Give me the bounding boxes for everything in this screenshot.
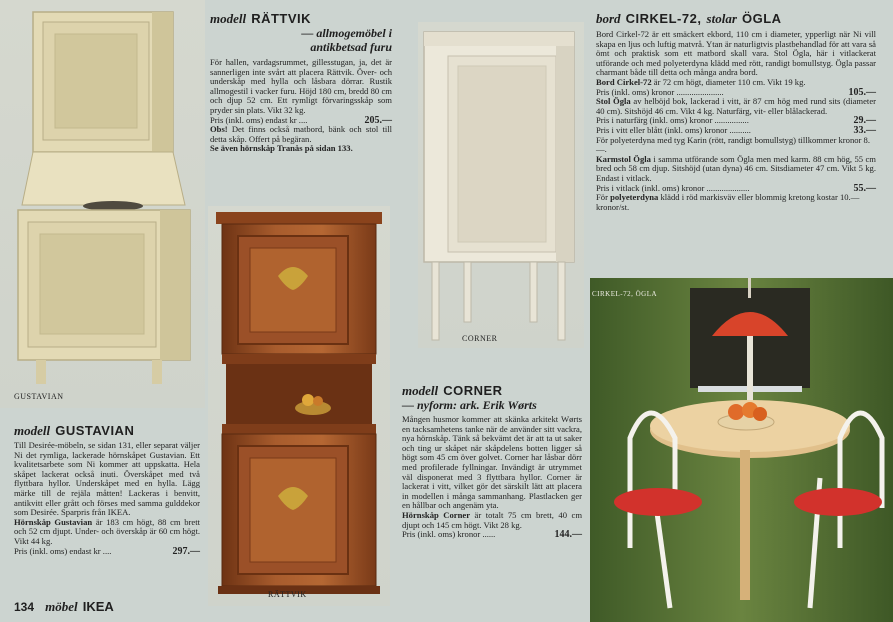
gustavian-model-label: modell	[14, 423, 51, 438]
ogla-extra-rest: klädd i röd markisväv eller blommig kretong kostar 10.— kronor/st.	[596, 192, 860, 212]
corner-section	[402, 382, 582, 540]
ogla-chair-spec-text: av helböjd bok, lackerad i vitt, är 87 cm hög med rund sits (diameter 40 cm). Sitshöjd 46 cm. Vikt 4 kg. Naturfärg, vit- eller blålackerad.	[596, 96, 876, 116]
brand-italic: möbel	[45, 599, 78, 614]
corner-subtitle: — nyform: ark. Erik Wørts	[402, 398, 537, 412]
gustavian-spec-label: Hörnskåp Gustavian	[14, 516, 93, 527]
gustavian-spec-text: är 183 cm högt, 88 cm brett och 52 cm djupt. Under- och överskåp är 60 cm högt. Vikt 44 kg.	[14, 516, 201, 546]
cirkel-photo	[590, 278, 893, 622]
corner-spec-label: Hörnskåp Corner	[402, 509, 471, 520]
cirkel-stolar-label: stolar	[706, 11, 737, 26]
rattvik-price-label: Pris (inkl. oms) endast kr ....	[210, 114, 308, 125]
rattvik-note-text: Det finns också matbord, bänk och stol till detta skåp. Offert på begäran.	[210, 124, 392, 144]
ogla-armchair-spec	[596, 155, 876, 184]
gustavian-price-row	[14, 547, 200, 557]
cirkel-table-price-label: Pris (inkl. oms) kronor ......................	[596, 86, 724, 97]
rattvik-title: RÄTTVIK	[251, 11, 312, 26]
rattvik-section	[210, 10, 392, 154]
gustavian-spec	[14, 518, 200, 547]
corner-photo	[418, 22, 584, 348]
ogla-chair-label: Stol Ögla	[596, 96, 631, 107]
ogla-price-natural: 29.—	[853, 115, 876, 127]
ogla-extra-bold: polyeterdyna	[610, 192, 659, 203]
corner-price: 144.—	[554, 529, 582, 541]
rattvik-note-label: Obs!	[210, 124, 228, 135]
cirkel-body: Bord Cirkel-72 är ett smäckert ekbord, 110 cm i diameter, ypperligt när Ni vill skapa en ljus och luftig matvrå. Ytan är naturligtvis plastbehandlad för att vara så ömt och praktisk som ett matbord skall vara. Stol Ögla, här i vitlackerat utförande och med polyeterdyna klädd med rött, randigt bomullstyg. Ögla passar charmant både till detta och många andra bord.	[596, 29, 876, 78]
corner-model-label: modell	[402, 383, 439, 398]
ogla-price-natural-label: Pris i naturfärg (inkl. oms) kronor ................	[596, 115, 749, 126]
corner-price-row	[402, 530, 582, 540]
ogla-chair-spec	[596, 97, 876, 116]
ogla-price-white-label: Pris i vitt eller blått (inkl. oms) kronor ..........	[596, 124, 751, 135]
corner-body: Mången husmor kommer att skänka arkitekt Wørts en tacksamhetens tanke när de använder sitt vackra, nya hörnskåp. Tänk så bekvämt det är att ta ut saker och ting ur skåpet när skåpdelens botten ligger så högt som 45 cm över golvet. Corner har låsbar dörr med profilerade fyllningar. Invändigt är utrymmet väl disponerat med 3 flyttbara hyllor. Corner är lackerat i vitt, vilket gör det särskilt lätt att placera in modellen i många sammanhang. Plastlacken ger en hållbar och angenäm yta.	[402, 414, 582, 511]
page-footer	[14, 598, 114, 615]
ogla-cushion-text: För polyeterdyna med tyg Karin (rött, randigt bomullstyg) tillkommer kronor 8.—.	[596, 134, 870, 155]
rattvik-photo	[208, 206, 390, 606]
gustavian-body: Till Desirée-möbeln, se sidan 131, eller separat väljer Ni det rymliga, lackerade hörnskåpet Gustavian. Ett kvalitetsarbete som Ni kommer att uppskatta. Hela skåpet lackerat också inuti. Överskåpet med två flyttbara hyllor. Underskåpet med en hylla. Lägg märke till de rejäla måtten! Lackeras i benvitt, antikvitt eller grått och förses med samma gulddekor som Desirée. Sparpris från IKEA.	[14, 440, 200, 518]
ogla-armchair-spec-text: i samma utförande som Ögla men med karm. 88 cm hög, 55 cm bred och 58 cm djup. Sitshöjd (utan dyna) 46 cm. Sitsdiameter 47 cm. Vikt 5 kg. Endast i vitlack.	[596, 153, 876, 183]
corner-price-label: Pris (inkl. oms) kronor ......	[402, 529, 496, 540]
gustavian-photo-caption: GUSTAVIAN	[14, 392, 64, 401]
ogla-extra-pre: För	[596, 192, 608, 203]
rattvik-body: För hallen, vardagsrummet, gillesstugan, ja, det är sannerligen inte svårt att placera Rättvik. Över- och underskåp med hylla och låsbara dörrar. Rustik allmogestil i vacker furu. Höjd 180 cm, bredd 80 cm och djup 52 cm. Ett rymligt förvaringsskåp som pryder sin plats. Vikt 32 kg.	[210, 57, 392, 115]
rattvik-subtitle-1: — allmogemöbel i	[301, 26, 392, 40]
rattvik-cabinet-illustration	[208, 206, 390, 606]
gustavian-title: GUSTAVIAN	[55, 423, 135, 438]
rattvik-photo-caption: RÄTTVIK	[268, 590, 307, 599]
cirkel-photo-caption: CIRKEL-72, ÖGLA	[592, 290, 658, 298]
cirkel-table-price: 105.—	[848, 86, 876, 98]
brand-name: IKEA	[82, 599, 114, 614]
corner-cabinet-illustration	[418, 22, 584, 348]
ogla-armchair-label: Karmstol Ögla	[596, 153, 651, 164]
rattvik-model-label: modell	[210, 11, 247, 26]
cirkel-title: CIRKEL-72,	[625, 11, 702, 26]
corner-spec	[402, 511, 582, 530]
ogla-extra-text	[596, 193, 876, 212]
ogla-armchair-price-label: Pris i vitlack (inkl. oms) kronor ....................	[596, 182, 750, 193]
page-number: 134	[14, 600, 35, 614]
cirkel-table-spec-text: är 72 cm högt, diameter 110 cm. Vikt 19 kg.	[653, 76, 806, 87]
gustavian-price-label: Pris (inkl. oms) endast kr ....	[14, 545, 112, 556]
gustavian-photo	[0, 0, 205, 408]
rattvik-subtitle-2: antikbetsad furu	[310, 40, 392, 54]
rattvik-price: 205.—	[364, 114, 392, 126]
ogla-price-white: 33.—	[853, 124, 876, 136]
ogla-title: ÖGLA	[741, 11, 782, 26]
gustavian-section	[14, 422, 200, 556]
corner-photo-caption: CORNER	[462, 334, 498, 343]
corner-spec-text: är totalt 75 cm brett, 40 cm djupt och 145 cm högt. Vikt 28 kg.	[402, 509, 582, 530]
corner-title: CORNER	[443, 383, 503, 398]
cirkel-table-label: Bord Cirkel-72	[596, 76, 652, 87]
ogla-armchair-price: 55.—	[853, 182, 876, 194]
rattvik-see-also: Se även hörnskåp Tranås på sidan 133.	[210, 143, 353, 154]
gustavian-price: 297.—	[172, 545, 200, 557]
dining-set-illustration	[590, 278, 893, 622]
gustavian-cabinet-illustration	[0, 0, 205, 408]
rattvik-note	[210, 125, 392, 144]
cirkel-section	[596, 10, 876, 212]
cirkel-bord-label: bord	[596, 11, 621, 26]
